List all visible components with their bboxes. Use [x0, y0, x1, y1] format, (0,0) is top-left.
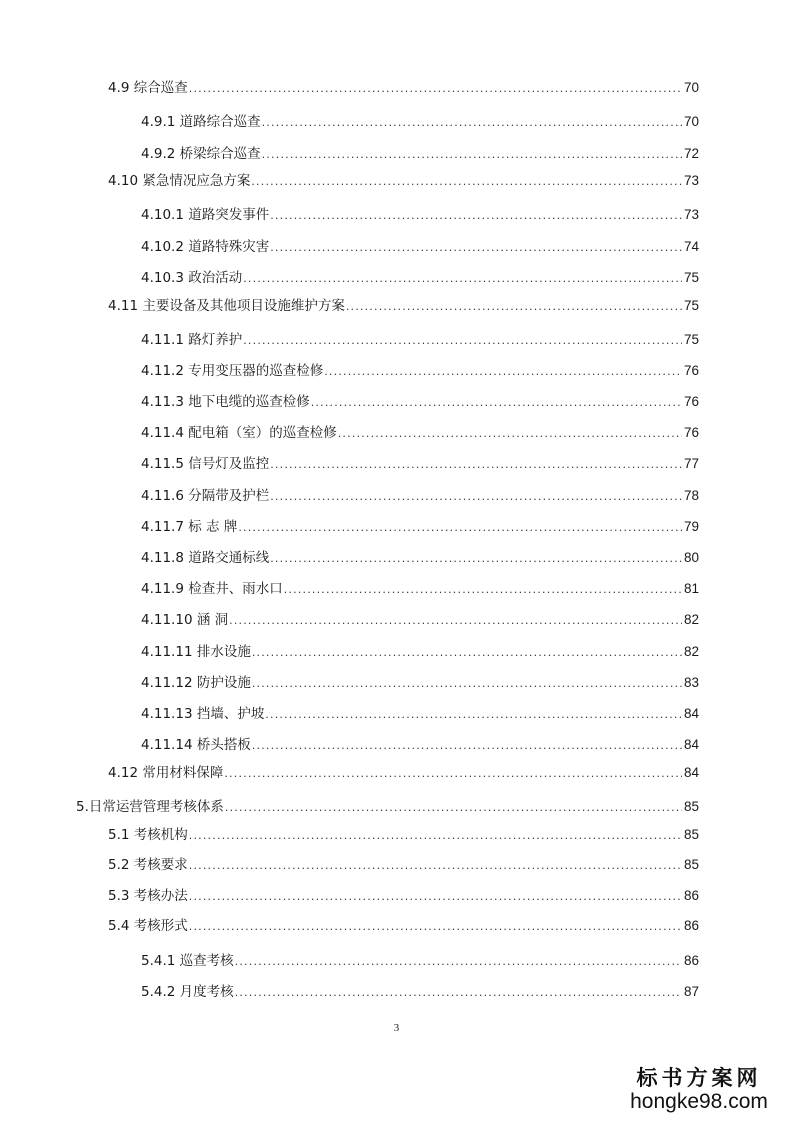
toc-page-number: 76: [683, 394, 699, 409]
toc-entry[interactable]: [108, 297, 699, 316]
toc-entry-label: 4.11.8 道路交通标线: [141, 550, 270, 566]
toc-entry[interactable]: [141, 705, 699, 724]
toc-page-number: 75: [683, 270, 699, 285]
toc-entry[interactable]: [141, 611, 699, 630]
toc-entry-label: 4.11.9 检查井、雨水口: [141, 581, 283, 597]
toc-page-number: 73: [683, 173, 699, 188]
toc-page-number: 81: [683, 581, 699, 596]
toc-entry-label: 4.11.10 涵 洞: [141, 612, 229, 628]
toc-entry-label: 5.日常运营管理考核体系: [76, 799, 224, 815]
toc-entry[interactable]: [141, 393, 699, 412]
toc-page-number: 85: [683, 827, 699, 842]
toc-leader-dots: [270, 207, 682, 225]
toc-page-number: 70: [683, 80, 699, 95]
toc-leader-dots: [243, 270, 682, 288]
toc-page-number: 75: [683, 298, 699, 313]
toc-entry[interactable]: [141, 424, 699, 443]
toc-entry[interactable]: [141, 983, 699, 1002]
toc-entry[interactable]: [141, 549, 699, 568]
toc-entry-label: 4.9.2 桥梁综合巡查: [141, 146, 261, 162]
toc-entry[interactable]: [141, 580, 699, 599]
toc-entry[interactable]: [108, 172, 699, 191]
toc-page-number: 74: [683, 239, 699, 254]
toc-leader-dots: [270, 488, 682, 506]
toc-entry[interactable]: [108, 856, 699, 875]
toc-leader-dots: [324, 363, 682, 381]
toc-page-number: 73: [683, 207, 699, 222]
toc-leader-dots: [338, 425, 682, 443]
toc-page-number: 84: [683, 737, 699, 752]
toc-leader-dots: [311, 394, 682, 412]
toc-leader-dots: [189, 888, 682, 906]
toc-entry-label: 5.4 考核形式: [108, 918, 188, 934]
toc-entry[interactable]: [108, 764, 699, 783]
toc-page-number: 72: [683, 146, 699, 161]
toc-entry[interactable]: [108, 826, 699, 845]
toc-page-number: 82: [683, 612, 699, 627]
toc-page-number: 85: [683, 799, 699, 814]
toc-entry-label: 5.2 考核要求: [108, 857, 188, 873]
toc-leader-dots: [189, 857, 682, 875]
toc-leader-dots: [189, 918, 682, 936]
toc-entry-label: 4.9.1 道路综合巡查: [141, 114, 261, 130]
toc-page-number: 86: [683, 888, 699, 903]
toc-entry[interactable]: [141, 269, 699, 288]
toc-leader-dots: [270, 550, 682, 568]
toc-leader-dots: [251, 173, 682, 191]
toc-leader-dots: [270, 239, 682, 257]
toc-entry-label: 4.11 主要设备及其他项目设施维护方案: [108, 298, 345, 314]
watermark-site-name: 标书方案网: [636, 1065, 762, 1090]
toc-leader-dots: [346, 298, 682, 316]
toc-leader-dots: [270, 456, 682, 474]
toc-page-number: 84: [683, 706, 699, 721]
toc-entry[interactable]: [141, 145, 699, 164]
toc-entry[interactable]: [108, 917, 699, 936]
toc-entry-label: 4.10.2 道路特殊灾害: [141, 239, 270, 255]
toc-entry[interactable]: [108, 887, 699, 906]
toc-entry[interactable]: [141, 674, 699, 693]
toc-entry-label: 4.9 综合巡查: [108, 80, 188, 96]
toc-entry[interactable]: [141, 238, 699, 257]
toc-page-number: 79: [683, 519, 699, 534]
toc-entry-label: 4.11.13 挡墙、护坡: [141, 706, 265, 722]
toc-entry-label: 5.3 考核办法: [108, 888, 188, 904]
toc-leader-dots: [262, 114, 682, 132]
toc-page-number: 77: [683, 456, 699, 471]
toc-page-number: 85: [683, 857, 699, 872]
watermark: [619, 1066, 779, 1114]
toc-leader-dots: [235, 953, 682, 971]
toc-page-number: 78: [683, 488, 699, 503]
toc-entry[interactable]: [141, 331, 699, 350]
toc-page-number: 83: [683, 675, 699, 690]
toc-leader-dots: [262, 146, 682, 164]
toc-leader-dots: [252, 675, 682, 693]
toc-page-number: 76: [683, 425, 699, 440]
toc-entry-label: 4.11.4 配电箱（室）的巡查检修: [141, 425, 337, 441]
toc-leader-dots: [225, 799, 682, 817]
toc-leader-dots: [265, 706, 682, 724]
toc-page-number: 86: [683, 953, 699, 968]
toc-entry[interactable]: [141, 113, 699, 132]
toc-page-number: 70: [683, 114, 699, 129]
toc-page-number: 82: [683, 644, 699, 659]
toc-entry-label: 4.11.6 分隔带及护栏: [141, 488, 270, 504]
toc-leader-dots: [243, 332, 682, 350]
toc-leader-dots: [235, 984, 682, 1002]
toc-page-number: 84: [683, 765, 699, 780]
toc-leader-dots: [252, 737, 682, 755]
toc-entry[interactable]: [76, 798, 699, 817]
toc-entry[interactable]: [141, 518, 699, 537]
toc-leader-dots: [229, 612, 682, 630]
toc-entry[interactable]: [141, 643, 699, 662]
toc-entry-label: 4.11.5 信号灯及监控: [141, 456, 270, 472]
toc-entry-label: 5.4.1 巡查考核: [141, 953, 234, 969]
toc-entry[interactable]: [141, 952, 699, 971]
toc-entry[interactable]: [141, 362, 699, 381]
toc-leader-dots: [189, 80, 682, 98]
toc-entry-label: 4.10 紧急情况应急方案: [108, 173, 251, 189]
toc-entry[interactable]: [141, 487, 699, 506]
toc-entry-label: 4.11.1 路灯养护: [141, 332, 243, 348]
toc-page-number: 80: [683, 550, 699, 565]
toc-entry-label: 5.1 考核机构: [108, 827, 188, 843]
toc-page-number: 76: [683, 363, 699, 378]
toc-entry-label: 4.11.12 防护设施: [141, 675, 251, 691]
toc-leader-dots: [284, 581, 682, 599]
page-number: 3: [393, 1022, 400, 1034]
toc-entry[interactable]: [141, 206, 699, 225]
toc-entry-label: 4.11.3 地下电缆的巡查检修: [141, 394, 310, 410]
toc-leader-dots: [238, 519, 682, 537]
toc-entry-label: 4.11.2 专用变压器的巡查检修: [141, 363, 324, 379]
toc-leader-dots: [189, 827, 682, 845]
toc-leader-dots: [224, 765, 682, 783]
toc-entry-label: 4.10.3 政治活动: [141, 270, 243, 286]
toc-entry-label: 4.11.14 桥头搭板: [141, 737, 251, 753]
toc-entry[interactable]: [141, 455, 699, 474]
toc-entry-label: 4.11.7 标 志 牌: [141, 519, 238, 535]
toc-page-number: 86: [683, 918, 699, 933]
toc-leader-dots: [252, 644, 682, 662]
toc-entry-label: 5.4.2 月度考核: [141, 984, 234, 1000]
toc-entry[interactable]: [141, 736, 699, 755]
toc-page-number: 87: [683, 984, 699, 999]
toc-page-number: 75: [683, 332, 699, 347]
toc-entry-label: 4.12 常用材料保障: [108, 765, 224, 781]
toc-entry-label: 4.11.11 排水设施: [141, 644, 251, 660]
watermark-domain: hongke98.com: [630, 1090, 768, 1113]
toc-entry-label: 4.10.1 道路突发事件: [141, 207, 270, 223]
toc-entry[interactable]: [108, 79, 699, 98]
